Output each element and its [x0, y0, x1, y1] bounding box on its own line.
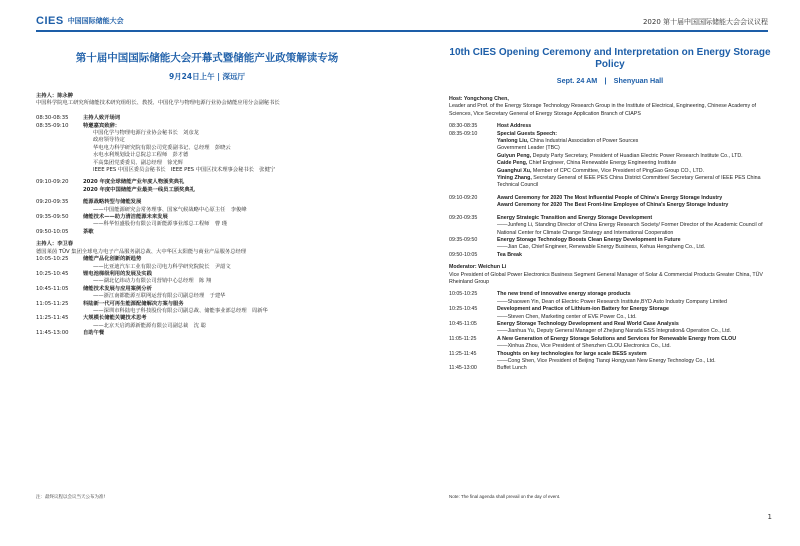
en-title: 10th CIES Opening Ceremony and Interpretation on Energy Storage Policy [449, 47, 771, 70]
agenda-text: 华电电力科学研究院有限公司党委副书记、总经理 彭晓云 [93, 144, 231, 151]
speaker-name: Caide Peng, [497, 160, 528, 167]
agenda-text: 储能产品化创新的新趋势 [83, 256, 142, 263]
en-agenda-row [449, 358, 771, 365]
agenda-time [36, 323, 83, 330]
en-agenda-row [449, 321, 771, 328]
agenda-text: Award Ceremony for 2020 The Most Influential People of China's Energy Storage Industry [497, 194, 723, 201]
agenda-text: 储能技术——助力清洁能源未来发展 [83, 214, 168, 221]
cn-host: 主持人：陈永翀 [36, 93, 74, 99]
agenda-time: 11:25-11:45 [36, 315, 69, 322]
agenda-time: 09:10-09:20 [36, 179, 69, 186]
agenda-time [36, 145, 83, 152]
agenda-time: 09:20-09:35 [36, 199, 69, 206]
agenda-time [449, 168, 497, 175]
agenda-time [449, 314, 497, 321]
en-agenda-row [449, 145, 771, 152]
agenda-text: ——浙江南都能源互联网运营有限公司副总经理 于建华 [93, 293, 226, 300]
agenda-time [449, 145, 497, 152]
cn-agenda-row [36, 179, 378, 186]
agenda-time [36, 152, 83, 159]
agenda-time: 10:05-10:25 [449, 291, 478, 298]
cn-agenda-row [36, 152, 378, 159]
en-agenda-row [449, 175, 771, 190]
agenda-text: Award Ceremony for 2020 The Best Front-line Employee of China's Energy Storage Industry [497, 202, 729, 209]
agenda-time [449, 160, 497, 167]
agenda-time [36, 293, 83, 300]
agenda-time [449, 153, 497, 160]
en-agenda-row [449, 222, 771, 237]
agenda-text: 科陆新一代可再生能源配储解决方案与服务 [83, 300, 184, 307]
en-agenda-row [449, 365, 771, 372]
agenda-text: ——科华恒盛股份有限公司新能源事业部总工程师 曹 瑾 [93, 221, 228, 228]
speaker-name: Guiyun Peng, [497, 152, 532, 159]
agenda-time: 09:50-10:05 [449, 251, 478, 258]
agenda-text: 中国化学与物理电源行业协会秘书长 刘彦龙 [93, 130, 199, 137]
cn-date: 9月24日上午 | 深远厅 [168, 72, 246, 81]
agenda-text [497, 160, 771, 167]
cn-agenda-row [36, 278, 378, 285]
agenda-time [449, 222, 497, 237]
en-date: Sept. 24 AM | Shenyuan Hall [556, 76, 664, 85]
agenda-time: 08:35-09:10 [449, 130, 478, 137]
chinese-agenda [36, 46, 378, 338]
agenda-time: 09:10-09:20 [449, 194, 478, 201]
en-agenda-row [449, 215, 771, 222]
agenda-time: 11:25-11:45 [449, 350, 477, 357]
en-agenda-list [449, 96, 771, 373]
agenda-text: Buffet Lunch [497, 365, 527, 372]
agenda-text: ——Shaowen Yin, Dean of Electric Power Research Institute,BYD Auto Industry Company Limited [497, 298, 727, 305]
en-agenda-row [449, 138, 771, 145]
agenda-time: 11:05-11:25 [449, 335, 477, 342]
agenda-text: 主持人致开场词 [83, 115, 121, 122]
agenda-text: 锂电池梯级利用的发展及实践 [83, 270, 152, 277]
agenda-text [497, 153, 771, 160]
cn-agenda-row [36, 115, 378, 122]
agenda-time: 09:35-09:50 [449, 236, 478, 243]
agenda-text: ——Steven Chen, Marketing center of EVE Power Co., Ltd. [497, 313, 637, 320]
agenda-text: 自助午餐 [83, 330, 105, 337]
en-agenda-row [449, 202, 771, 209]
agenda-time: 09:35-09:50 [36, 214, 69, 221]
agenda-text: 2020 年度全球储能产业年度人物颁奖典礼 [83, 179, 185, 186]
agenda-text: Thoughts on key technologies for large scale BESS system [497, 350, 647, 357]
speaker-title: China Industrial Association of Power Sources [528, 138, 639, 145]
en-agenda-row [449, 168, 771, 175]
agenda-text: The new trend of innovative energy storage products [497, 291, 631, 298]
cn-agenda-row [36, 167, 378, 174]
en-agenda-row [449, 131, 771, 138]
agenda-text: 特邀嘉宾致辞： [83, 122, 121, 129]
agenda-time [36, 130, 83, 137]
en-agenda-row [449, 153, 771, 160]
agenda-time: 11:45-13:00 [36, 330, 69, 337]
cn-agenda-list [36, 115, 378, 337]
agenda-text: 茶歇 [83, 228, 94, 235]
agenda-text: ——深圳市科陆电子科技股份有限公司副总裁、储能事业部总经理 周新华 [93, 307, 268, 314]
agenda-text: Energy Strategic Transition and Energy Storage Development [497, 214, 653, 221]
cn-agenda-row [36, 123, 378, 130]
agenda-text: 2020 年度中国储能产业最美一线员工颁奖典礼 [83, 186, 195, 193]
en-agenda-row [449, 244, 771, 251]
english-agenda [449, 46, 771, 373]
en-agenda-row [449, 314, 771, 321]
en-host-line: Host: Yongchong Chen, [449, 96, 509, 102]
agenda-time: 08:30-08:35 [449, 123, 478, 130]
cn-agenda-row [36, 229, 378, 236]
en-agenda-row [449, 351, 771, 358]
speaker-name: Guanghui Xu, [497, 167, 532, 174]
en-agenda-row [449, 252, 771, 259]
agenda-time: 08:35-09:10 [36, 122, 69, 129]
speaker-title: Deputy Party Secretary, President of Huadian Electric Power Research Institute Co., LTD. [531, 152, 743, 159]
agenda-text: IEEE PES 中国区委员会秘书长 IEEE PES 中国区技术理事会秘书长 张健宁 [93, 167, 276, 174]
en-agenda-row [449, 336, 771, 343]
agenda-time [449, 175, 497, 190]
agenda-text [497, 175, 771, 190]
agenda-text: Special Guests Speech: [497, 130, 558, 137]
cn-title: 第十届中国国际储能大会开幕式暨储能产业政策解读专场 [75, 52, 339, 64]
en-agenda-row [449, 291, 771, 298]
en-agenda-row [449, 343, 771, 350]
speaker-name: Yanlong Liu, [497, 138, 529, 145]
agenda-time [36, 264, 83, 271]
agenda-text [497, 168, 771, 175]
cn-agenda-row [36, 160, 378, 167]
agenda-time [36, 187, 83, 194]
agenda-time [36, 160, 83, 167]
cn-agenda-row [36, 199, 378, 206]
agenda-time: 10:25-10:45 [449, 306, 478, 313]
agenda-time: 10:45-11:05 [449, 320, 477, 327]
agenda-time [36, 308, 83, 315]
agenda-time: 09:50-10:05 [36, 228, 69, 235]
agenda-text: ——比亚迪汽车工业有限公司电力科学研究院院长 尹韶文 [93, 263, 231, 270]
cn-note: 注：最终议程以会议当天公布为准! [36, 495, 106, 500]
agenda-text: ——Cong Shen, Vice President of Beijing Tianqi Hongyuan New Energy Technology Co., Ltd. [497, 358, 716, 364]
cn-agenda-row [36, 315, 378, 322]
agenda-text: 平高集团党委委员、副总经理 徐光辉 [93, 159, 184, 166]
agenda-time [449, 358, 497, 365]
page-number: 1 [767, 513, 772, 521]
agenda-time [449, 299, 497, 306]
en-agenda-row [449, 328, 771, 335]
agenda-text: 大规模长储能关键技术思考 [83, 315, 147, 322]
agenda-time: 11:05-11:25 [36, 300, 69, 307]
agenda-time [36, 207, 83, 214]
header-title: 2020 第十届中国国际储能大会会议议程 [642, 18, 768, 26]
cn-agenda-row [36, 256, 378, 263]
agenda-time [449, 202, 497, 209]
speaker-title: Secretary General of IEEE PES China District Committee/ Secretary General of IEEE PES China Technical Council [497, 175, 761, 189]
agenda-time [36, 167, 83, 174]
agenda-text: 储能技术发展与应用案例分析 [83, 285, 152, 292]
cies-logo [36, 15, 124, 27]
cn-agenda-row [36, 330, 378, 337]
en-agenda-row [449, 123, 771, 130]
agenda-text: ——Jian Cao, Chief Engineer, Renewable Energy Business, Kehua Hengsheng Co., Ltd. [497, 244, 706, 251]
cn-agenda-row [36, 207, 378, 214]
en-agenda-row [449, 237, 771, 244]
en-note: Note: The final agenda shall prevail on the day of event. [449, 494, 561, 499]
logo-mark: CIES [36, 15, 64, 27]
en-agenda-row [449, 306, 771, 313]
agenda-time [449, 343, 497, 350]
agenda-text: 政府领导待定 [93, 137, 125, 144]
cn-host-line: 主持人：李卫春 [36, 241, 74, 248]
speaker-name: Yining Zhang, [497, 175, 532, 182]
cn-agenda-row [36, 145, 378, 152]
cn-agenda-row [36, 301, 378, 308]
cn-agenda-row [36, 221, 378, 228]
en-agenda-row [449, 160, 771, 167]
agenda-time: 10:45-11:05 [36, 285, 69, 292]
logo-text: 中国国际储能大会 [67, 17, 124, 25]
agenda-text: Tea Break [497, 251, 522, 258]
agenda-text: Energy Storage Technology Boosts Clean Energy Development in Future [497, 236, 681, 243]
agenda-time: 11:45-13:00 [449, 365, 477, 372]
agenda-time [36, 221, 83, 228]
agenda-text: A New Generation of Energy Storage Solutions and Services for Renewable Energy from CLOU [497, 335, 737, 342]
agenda-text: ——北京天启鸿源新能源有限公司副总裁 沈 聪 [93, 322, 206, 329]
header-divider [36, 30, 768, 32]
cn-agenda-row [36, 130, 378, 137]
agenda-text: Government Leader (TBC) [497, 145, 560, 152]
agenda-time [449, 244, 497, 251]
agenda-text [497, 138, 771, 145]
cn-host-desc: 中国科学院电工研究所储能技术研究组组长、教授、中国化学与物理电源行业协会储能应用分会副秘书长 [36, 100, 280, 107]
agenda-text: Development and Practice of Lithium-ion Battery for Energy Storage [497, 306, 669, 313]
agenda-time [449, 138, 497, 145]
en-agenda-row [449, 299, 771, 306]
agenda-text: Host Address [497, 123, 532, 130]
agenda-time: 10:05-10:25 [36, 256, 69, 263]
en-agenda-row [449, 195, 771, 202]
cn-agenda-row [36, 264, 378, 271]
agenda-text: Energy Storage Technology Development and Real World Case Analysis [497, 320, 679, 327]
cn-agenda-row [36, 187, 378, 194]
en-host-line: Leader and Prof. of the Energy Storage Technology Research Group in the Institute of Electrical, Engineering, Chinese Academy of Sciences, Vice Secretary General of Energy Storage Application Branch of CIAPS [449, 103, 757, 117]
agenda-time [449, 328, 497, 335]
agenda-text: ——Xinhua Zhou, Vice President of Shenzhen CLOU Electronics Co., Ltd. [497, 343, 671, 350]
agenda-text: 水电水利规划设计总院总工程师 彭才德 [93, 152, 189, 159]
en-host-line: Moderator: Weichun Li [449, 264, 507, 271]
speaker-title: Member of CPC Committee, Vice President of PingGao Group CO., LTD. [531, 167, 705, 174]
agenda-text: ——Junfeng Li, Standing Director of China Energy Research Society/ Former Director of the Academic Council of National Center for Climate Change Strategy and International Cooperation [497, 222, 763, 236]
agenda-text: ——Jianhua Yu, Deputy General Manager of Zhejiang Narada ESS Integration& Operation Co., Ltd. [497, 328, 731, 335]
cn-agenda-row [36, 137, 378, 144]
en-host-line: Vice President of Global Power Electronics Business Segment General Manager of Solar & Commercial Products Greater China, TÜV Rheinland Group [449, 271, 763, 285]
cn-host-line: 德国莱茵 TÜV 集团全球电力电子产品服务副总裁、大中华区太阳能与商业产品服务总经理 [36, 248, 247, 255]
agenda-time [36, 278, 83, 285]
agenda-time [36, 137, 83, 144]
agenda-time: 10:25-10:45 [36, 270, 69, 277]
speaker-title: Chief Engineer, China Renewable Energy Engineering Institute [527, 160, 677, 167]
agenda-time: 09:20-09:35 [449, 214, 478, 221]
cn-agenda-row [36, 293, 378, 300]
agenda-time: 08:30-08:35 [36, 115, 69, 122]
agenda-text: 能源战略转型与储能发展 [83, 199, 142, 206]
agenda-text: ——中国能源研究会常务理事、国家气候战略中心原主任 李俊峰 [93, 206, 247, 213]
agenda-text: ——湖北亿纬动力有限公司营销中心总经理 陈 翔 [93, 278, 212, 285]
